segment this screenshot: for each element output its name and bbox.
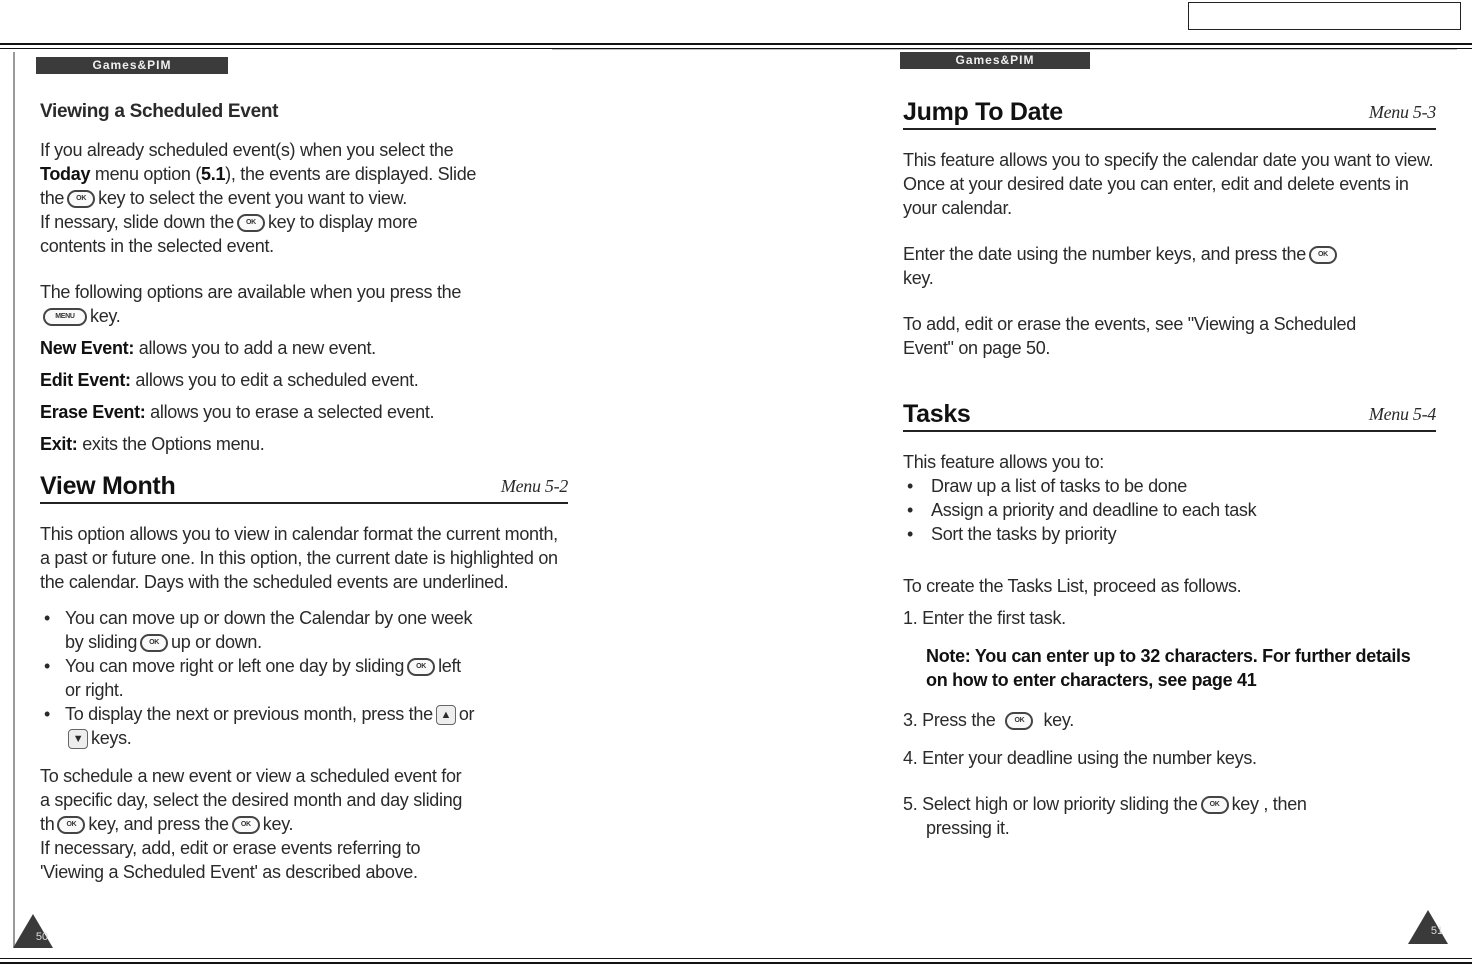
page-number-left: 50 xyxy=(35,931,49,943)
text: If nessary, slide down the xyxy=(40,212,234,232)
jump-to-date-header xyxy=(903,100,1436,130)
text: key. xyxy=(903,268,934,288)
list-item: • Draw up a list of tasks to be done xyxy=(903,474,1436,498)
down-arrow-key-icon: ▼ xyxy=(68,729,88,749)
menu-number: Menu 5-4 xyxy=(1368,404,1436,424)
option-exit xyxy=(40,432,568,456)
bottom-rule xyxy=(0,962,1472,964)
ok-key-icon: OK xyxy=(1309,246,1337,264)
tasks-bullets xyxy=(903,474,1436,546)
text: contents in the selected event. xyxy=(40,236,274,256)
step-5 xyxy=(903,792,1436,840)
text: key to display more xyxy=(267,212,418,232)
bottom-rule-thin xyxy=(0,958,1472,959)
step-1: 1. Enter the first task. xyxy=(903,608,1066,628)
option-text: allows you to add a new event. xyxy=(134,338,376,358)
text: key. xyxy=(262,814,294,834)
text: You can move right or left one day by sliding xyxy=(65,656,405,676)
menu-key-icon: MENU xyxy=(43,308,87,326)
page-number-right: 51 xyxy=(1430,925,1444,937)
option-erase-event xyxy=(40,400,568,424)
text: To display the next or previous month, press the xyxy=(65,704,433,724)
text: Enter the date using the number keys, and press the xyxy=(903,244,1306,264)
text: menu option ( xyxy=(90,164,202,184)
ok-key-icon: OK xyxy=(407,658,435,676)
jump-see-also: To add, edit or erase the events, see "Viewing a Scheduled Event" on page 50. xyxy=(903,314,1356,358)
schedule-paragraph xyxy=(40,764,568,884)
text: pressing it. xyxy=(926,818,1010,838)
today-option: Today xyxy=(40,164,91,184)
option-label: New Event: xyxy=(40,338,135,358)
list-item xyxy=(40,606,568,654)
spine-line xyxy=(552,49,1457,50)
text: a specific day, select the desired month and day sliding xyxy=(40,790,463,810)
text: up or down. xyxy=(171,632,262,652)
menu-number: Menu 5-2 xyxy=(500,476,568,496)
list-item xyxy=(40,702,568,750)
text: key. xyxy=(1043,710,1074,730)
list-item: • Assign a priority and deadline to each task xyxy=(903,498,1436,522)
viewing-paragraph xyxy=(40,138,568,258)
tasks-create: To create the Tasks List, proceed as follows. xyxy=(903,576,1242,596)
options-intro xyxy=(40,280,568,328)
text: keys. xyxy=(91,728,132,748)
header-box xyxy=(1188,2,1461,30)
list-item: • Sort the tasks by priority xyxy=(903,522,1436,546)
up-arrow-key-icon: ▲ xyxy=(436,705,456,725)
jump-intro: This feature allows you to specify the calendar date you want to view. Once at your desired date you can enter, edit and delete events in your calendar. xyxy=(903,150,1434,218)
view-month-intro: This option allows you to view in calendar format the current month, a past or future one. In this option, the current date is highlighted on the calendar. Days with the scheduled events are underlined. xyxy=(40,524,558,592)
option-text: exits the Options menu. xyxy=(77,434,265,454)
text: You can move up or down the Calendar by one week xyxy=(65,608,473,628)
menu-number: Menu 5-3 xyxy=(1368,102,1436,122)
text: If necessary, add, edit or erase events referring to xyxy=(40,838,421,858)
view-month-bullets xyxy=(40,606,568,750)
text: 'Viewing a Scheduled Event' as described above. xyxy=(40,862,418,882)
text: key. xyxy=(90,306,121,326)
option-new-event xyxy=(40,336,568,360)
menu-number: 5.1 xyxy=(201,164,226,184)
ok-key-icon: OK xyxy=(67,190,95,208)
section-tag-right: Games&PIM xyxy=(900,52,1090,69)
section-title: View Month xyxy=(40,472,176,500)
text: the xyxy=(40,188,65,208)
note xyxy=(903,644,1426,692)
tasks-header xyxy=(903,402,1436,432)
step-3 xyxy=(903,708,1436,732)
ok-key-icon: OK xyxy=(140,634,168,652)
option-label: Erase Event: xyxy=(40,402,146,422)
step-4: 4. Enter your deadline using the number keys. xyxy=(903,748,1257,768)
option-text: allows you to erase a selected event. xyxy=(145,402,435,422)
ok-key-icon: OK xyxy=(1201,796,1229,814)
page-edge xyxy=(13,52,15,947)
top-rule xyxy=(0,43,1472,45)
section-title: Tasks xyxy=(903,400,971,428)
section-title: Jump To Date xyxy=(903,98,1063,126)
text: or right. xyxy=(65,680,124,700)
right-page xyxy=(903,100,1436,840)
option-text: allows you to edit a scheduled event. xyxy=(130,370,419,390)
viewing-heading: Viewing a Scheduled Event xyxy=(40,101,279,122)
jump-enter-date xyxy=(903,242,1436,290)
view-month-header xyxy=(40,474,568,504)
option-label: Exit: xyxy=(40,434,78,454)
text: th xyxy=(40,814,55,834)
note-label: Note: xyxy=(926,646,971,666)
text: left xyxy=(438,656,461,676)
text: 3. Press the xyxy=(903,710,996,730)
text: If you already scheduled event(s) when you select the xyxy=(40,140,454,160)
list-item xyxy=(40,654,568,702)
section-tag-left: Games&PIM xyxy=(36,57,228,74)
text: key to select the event you want to view. xyxy=(98,188,408,208)
tasks-intro: This feature allows you to: xyxy=(903,452,1105,472)
text: key , then xyxy=(1231,794,1307,814)
text: 5. Select high or low priority sliding the xyxy=(903,794,1198,814)
ok-key-icon: OK xyxy=(1005,712,1033,730)
left-page xyxy=(40,100,568,884)
option-edit-event xyxy=(40,368,568,392)
text: The following options are available when you press the xyxy=(40,282,462,302)
text: key, and press the xyxy=(88,814,229,834)
ok-key-icon: OK xyxy=(232,816,260,834)
note-text: You can enter up to 32 characters. For further details on how to enter characters, see page 41 xyxy=(926,646,1411,690)
text: or xyxy=(458,704,475,724)
ok-key-icon: OK xyxy=(237,214,265,232)
text: by sliding xyxy=(65,632,138,652)
option-label: Edit Event: xyxy=(40,370,131,390)
text: To schedule a new event or view a scheduled event for xyxy=(40,766,462,786)
ok-key-icon: OK xyxy=(57,816,85,834)
text: ), the events are displayed. Slide xyxy=(225,164,477,184)
